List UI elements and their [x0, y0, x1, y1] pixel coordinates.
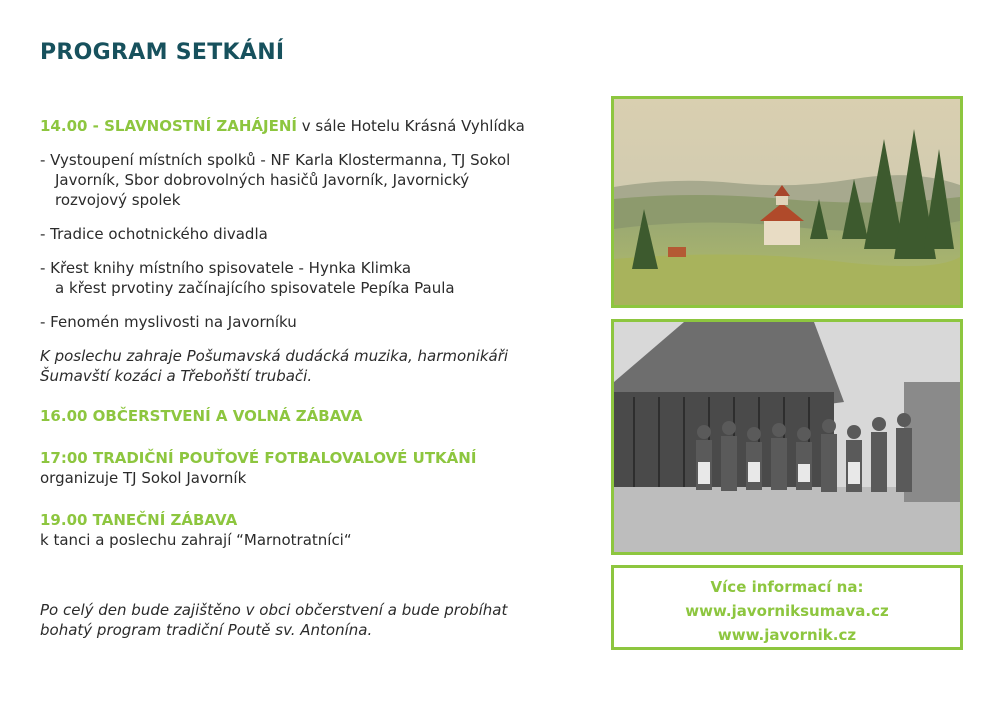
music-note: [40, 346, 600, 386]
item3-line1: - Křest knihy místního spisovatele - Hynka Klimka: [40, 259, 412, 277]
info-label: Více informací na:: [710, 578, 864, 596]
historic-group-photo: [611, 319, 963, 555]
dance-text: k tanci a poslechu zahrají “Marnotratníci“: [40, 531, 352, 549]
item1-line2: Javorník, Sbor dobrovolných hasičů Javorník, Javornický: [55, 171, 470, 189]
website-link-2[interactable]: www.javornik.cz: [717, 626, 857, 644]
football-heading: 17:00 TRADIČNÍ POUŤOVÉ FOTBALOVALOVÉ UTKÁNÍ: [40, 449, 477, 467]
item-book: [40, 258, 600, 298]
item-hunting: - Fenomén myslivosti na Javorníku: [40, 313, 297, 331]
closing-note: [40, 600, 600, 640]
music-line1: K poslechu zahraje Pošumavská dudácká muzika, harmonikáři: [40, 347, 509, 365]
landscape-chapel-photo: [611, 96, 963, 308]
item-performances: [40, 150, 600, 210]
item1-line1: - Vystoupení místních spolků - NF Karla Klostermanna, TJ Sokol: [40, 151, 511, 169]
opening-place: v sále Hotelu Krásná Vyhlídka: [297, 117, 525, 135]
program-list: [40, 116, 600, 640]
football-org: organizuje TJ Sokol Javorník: [40, 469, 247, 487]
info-box: [611, 565, 963, 650]
item3-line2: a křest prvotiny začínajícího spisovatele Pepíka Paula: [55, 279, 455, 297]
opening-heading: 14.00 - SLAVNOSTNÍ ZAHÁJENÍ: [40, 117, 297, 135]
opening-entry: [40, 116, 600, 136]
music-line2: Šumavští kozáci a Třeboňští trubači.: [40, 367, 313, 385]
website-link-1[interactable]: www.javorniksumava.cz: [685, 602, 889, 620]
item1-line3: rozvojový spolek: [55, 191, 181, 209]
dance-heading: 19.00 TANEČNÍ ZÁBAVA: [40, 511, 238, 529]
dance-entry: [40, 510, 600, 550]
closing-line1: Po celý den bude zajištěno v obci občerstvení a bude probíhat: [40, 601, 508, 619]
refreshments-heading: 16.00 OBČERSTVENÍ A VOLNÁ ZÁBAVA: [40, 407, 363, 425]
item-theatre: - Tradice ochotnického divadla: [40, 225, 268, 243]
closing-line2: bohatý program tradiční Poutě sv. Antonína.: [40, 621, 373, 639]
football-entry: [40, 448, 600, 488]
page-title: PROGRAM SETKÁNÍ: [40, 40, 285, 65]
